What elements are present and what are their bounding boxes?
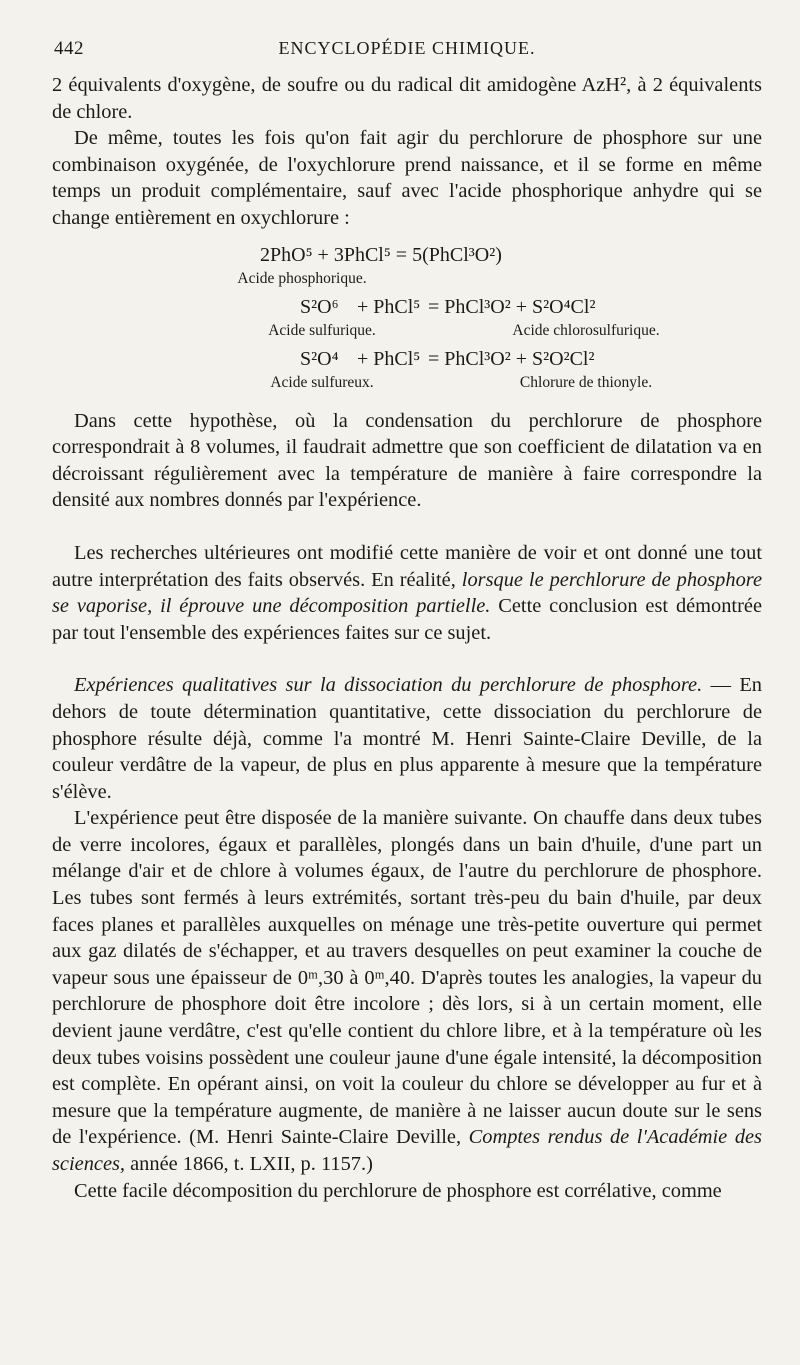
paragraph-perchlorure-action: De même, toutes les fois qu'on fait agir du perchlorure de phosphore sur une combinaison oxygénée, de l'oxychlorure prend naissance, et il se forme en même temps un produit complémentaire, sauf avec l'acide phosphorique anhydre qui se change entièrement en oxychlorure : bbox=[52, 127, 762, 229]
equation-3-reactant: S²O⁴ bbox=[300, 347, 339, 370]
equation-2-reagent: + PhCl⁵ bbox=[357, 295, 421, 318]
equation-3-labels bbox=[52, 374, 762, 394]
equation-3-reagent: + PhCl⁵ bbox=[357, 347, 421, 370]
equations-block bbox=[52, 244, 762, 394]
equation-2-products: = PhCl³O² + S²O⁴Cl² bbox=[428, 295, 596, 318]
equation-2-labels bbox=[52, 322, 762, 342]
page-header bbox=[52, 30, 762, 72]
equation-1-formula: 2PhO⁵ + 3PhCl⁵ = 5(PhCl³O²) bbox=[260, 243, 502, 266]
text-run: — En dehors de toute détermination quantitative, cette dissociation du perchlorure de phosphore résulte déjà, comme l'a montré M. Henri Sainte-Claire Deville, de la couleur verdâtre de la vapeur, de plus en plus apparente à mesure que la température s'élève. bbox=[52, 674, 762, 803]
text-run: L'expérience peut être disposée de la manière suivante. On chauffe dans deux tubes de verre incolores, égaux et parallèles, plongés dans un bain d'huile, d'une part un mélange d'air et de chlore à volumes égaux, de l'autre du perchlorure de phosphore. Les tubes sont fermés à leurs extrémités, sortant très-peu du bain d'huile, par deux faces planes et parallèles auxquelles on ménage une très-petite ouverture qui permet aux gaz dilatés de s'échapper, et au travers desquelles on peut examiner la couche de vapeur sous une épaisseur de 0ᵐ,30 à 0ᵐ,40. D'après toutes les analogies, la vapeur du perchlorure de phosphore doit être incolore ; dès lors, si à un certain moment, elle devient jaune verdâtre, c'est qu'elle contient du chlore libre, et à la température où les deux tubes voisins possèdent une couleur jaune d'une égale intensité, la décomposition est complète. En opérant ainsi, on voit la couleur du chlore se développer au fur et à mesure que la température augmente, de manière à ne laisser aucun doute sur le sens de l'expérience. (M. Henri Sainte-Claire Deville, bbox=[52, 807, 762, 1149]
paragraph-continuation: 2 équivalents d'oxygène, de soufre ou du radical dit amidogène AzH², à 2 équivalents de chlore. bbox=[52, 74, 762, 123]
equation-1-label-1 bbox=[52, 270, 762, 290]
paragraph-recherches bbox=[52, 540, 762, 646]
section-run-in-heading: Expériences qualitatives sur la dissociation du perchlorure de phosphore. bbox=[74, 674, 703, 697]
citation-title: Comptes rendus de l'Académie des sciences, bbox=[52, 1126, 762, 1175]
paragraph-hypothese: Dans cette hypothèse, où la condensation du perchlorure de phosphore correspondrait à 8 volumes, il faudrait admettre que son coefficient de dilatation va en décroissant régulièrement avec la température de manière à faire correspondre la densité aux nombres donnés par l'expérience. bbox=[52, 409, 762, 512]
equation-2-reactant: S²O⁶ bbox=[300, 295, 339, 318]
label-acide-phosphorique: Acide phosphorique. bbox=[237, 269, 367, 287]
label-acide-chlorosulfurique: Acide chlorosulfurique. bbox=[512, 321, 660, 339]
paragraph-experiences-qualitatives bbox=[52, 672, 762, 805]
text-run: année 1866, t. LXII, p. 1157.) bbox=[125, 1153, 373, 1175]
label-acide-sulfurique: Acide sulfurique. bbox=[268, 321, 376, 339]
equation-3 bbox=[52, 348, 762, 374]
paragraph-decomposition-correlative: Cette facile décomposition du perchlorure de phosphore est corrélative, comme bbox=[74, 1179, 722, 1202]
label-chlorure-thionyle: Chlorure de thionyle. bbox=[519, 373, 653, 391]
equation-3-products: = PhCl³O² + S²O²Cl² bbox=[428, 347, 595, 370]
emphasis-conclusion: lorsque le perchlorure de phosphore se vaporise, il éprouve une décomposition partielle. bbox=[52, 568, 763, 618]
paragraph-experience-dispositif bbox=[52, 805, 762, 1177]
page-number: 442 bbox=[54, 38, 84, 59]
text-run: Cette conclusion est démontrée par tout l'ensemble des expériences faites sur ce sujet. bbox=[52, 595, 762, 644]
text-run: Les recherches ultérieures ont modifié cette manière de voir et ont donné une tout autre interprétation des faits observés. En réalité, bbox=[52, 541, 762, 591]
equation-2 bbox=[52, 296, 762, 322]
equation-1 bbox=[52, 244, 762, 270]
label-acide-sulfureux: Acide sulfureux. bbox=[270, 373, 374, 391]
running-title: ENCYCLOPÉDIE CHIMIQUE. bbox=[278, 38, 536, 58]
